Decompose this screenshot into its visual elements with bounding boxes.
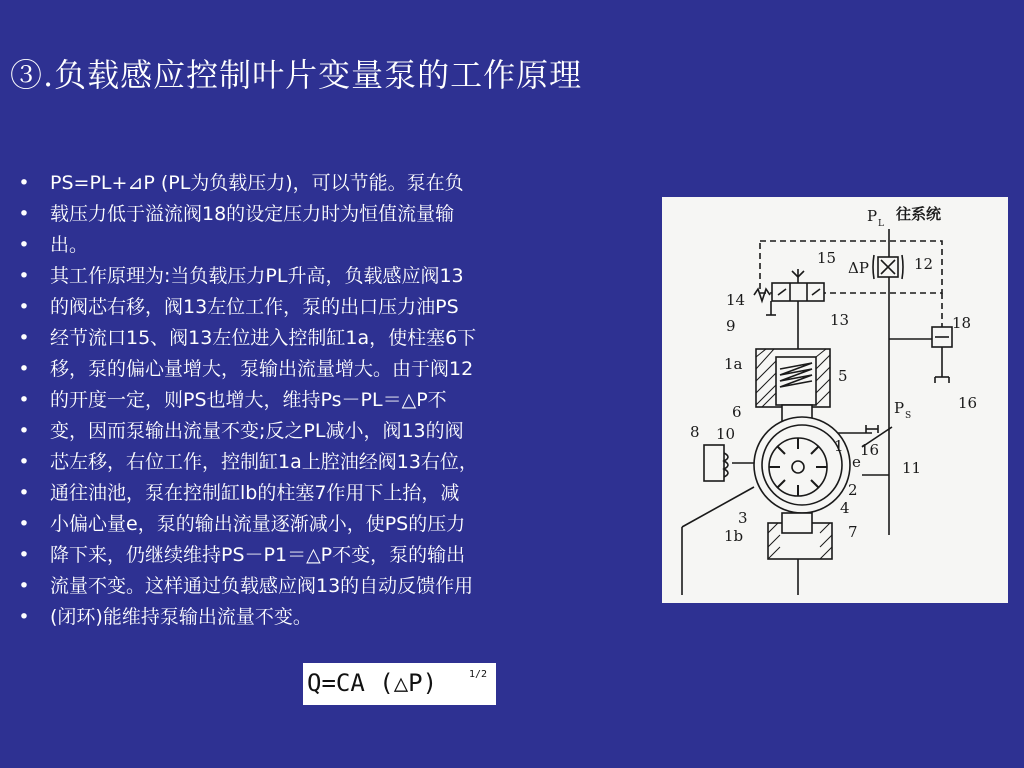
bullet-text: 流量不变。这样通过负载感应阀13的自动反馈作用 — [50, 575, 474, 597]
bullet-marker: • — [18, 451, 30, 473]
bullet-text: 变，因而泵输出流量不变;反之PL减小，阀13的阀 — [50, 420, 464, 442]
label-16-side: 16 — [860, 441, 880, 459]
bullet-text: 降下来，仍继续维持PS－P1＝△P不变，泵的输出 — [50, 544, 466, 566]
label-7: 7 — [848, 523, 858, 541]
label-10: 10 — [716, 425, 736, 443]
label-11: 11 — [902, 459, 922, 477]
bullet-marker: • — [18, 234, 30, 256]
label-3: 3 — [738, 509, 748, 527]
bullet-marker: • — [18, 482, 30, 504]
bullet-item — [14, 292, 478, 323]
pump-schematic — [662, 197, 1008, 603]
label-1: 1 — [834, 437, 844, 455]
bullet-text: 的阀芯右移，阀13左位工作，泵的出口压力油PS — [50, 296, 459, 318]
label-pl-sub: L — [878, 219, 884, 229]
label-15: 15 — [817, 249, 837, 267]
bullet-item — [14, 571, 478, 602]
bullet-item — [14, 168, 478, 199]
bullet-marker: • — [18, 544, 30, 566]
label-2: 2 — [848, 481, 858, 499]
bullet-marker: • — [18, 606, 30, 628]
bullet-item — [14, 323, 478, 354]
label-9: 9 — [726, 317, 736, 335]
bullet-text: 载压力低于溢流阀18的设定压力时为恒值流量输 — [50, 203, 455, 225]
bullet-marker: • — [18, 203, 30, 225]
label-18: 18 — [952, 314, 972, 332]
label-5: 5 — [838, 367, 848, 385]
bullet-text: 移，泵的偏心量增大，泵输出流量增大。由于阀12 — [50, 358, 474, 380]
bullet-text: 通往油池，泵在控制缸lb的柱塞7作用下上抬，减 — [50, 482, 460, 504]
label-e: e — [852, 453, 861, 471]
bullet-text: (闭环)能维持泵输出流量不变。 — [50, 606, 312, 628]
coil-8 — [704, 445, 724, 481]
label-14: 14 — [726, 291, 746, 309]
label-16-top: 16 — [958, 394, 978, 412]
bullet-marker: • — [18, 389, 30, 411]
label-4: 4 — [840, 499, 850, 517]
bullet-item — [14, 354, 478, 385]
label-1b: 1b — [724, 527, 744, 545]
label-8: 8 — [690, 423, 700, 441]
bullet-item — [14, 540, 478, 571]
label-6: 6 — [732, 403, 742, 421]
bullet-marker: • — [18, 513, 30, 535]
bullet-item — [14, 478, 478, 509]
label-pl: P — [867, 207, 878, 225]
bullet-marker: • — [18, 327, 30, 349]
formula-main: Q=CA (△P) — [307, 669, 438, 697]
bullet-marker: • — [18, 265, 30, 287]
bullet-list — [14, 168, 478, 633]
bullet-text: 的开度一定，则PS也增大，维持Ps－PL＝△P不 — [50, 389, 447, 411]
bullet-marker: • — [18, 296, 30, 318]
bullet-item — [14, 416, 478, 447]
bullet-text: 出。 — [50, 234, 89, 256]
formula-exponent: 1/2 — [469, 669, 488, 680]
plunger-7 — [782, 513, 812, 533]
bullet-item — [14, 385, 478, 416]
bullet-item — [14, 509, 478, 540]
bullet-marker: • — [18, 575, 30, 597]
bullet-marker: • — [18, 172, 30, 194]
label-12: 12 — [914, 255, 934, 273]
flow-formula — [303, 663, 496, 705]
label-ps: P — [894, 399, 905, 417]
bullet-item — [14, 602, 478, 633]
bullet-text: PS=PL+⊿P (PL为负载压力)，可以节能。泵在负 — [50, 172, 464, 194]
slide-title: ③.负载感应控制叶片变量泵的工作原理 — [10, 56, 583, 94]
bullet-item — [14, 261, 478, 292]
bullet-item — [14, 230, 478, 261]
bullet-text: 小偏心量e，泵的输出流量逐渐减小，使PS的压力 — [50, 513, 466, 535]
label-13: 13 — [830, 311, 850, 329]
bullet-item — [14, 447, 478, 478]
label-to-system: 往系统 — [896, 205, 942, 223]
bullet-marker: • — [18, 420, 30, 442]
label-delta-p: ΔP — [848, 259, 869, 277]
label-1a: 1a — [724, 355, 743, 373]
bullet-marker: • — [18, 358, 30, 380]
bullet-item — [14, 199, 478, 230]
bullet-text: 芯左移，右位工作，控制缸1a上腔油经阀13右位， — [50, 451, 478, 473]
label-ps-sub: S — [905, 411, 912, 421]
bullet-text: 其工作原理为:当负载压力PL升高，负载感应阀13 — [50, 265, 464, 287]
bullet-text: 经节流口15、阀13左位进入控制缸1a，使柱塞6下 — [50, 327, 477, 349]
